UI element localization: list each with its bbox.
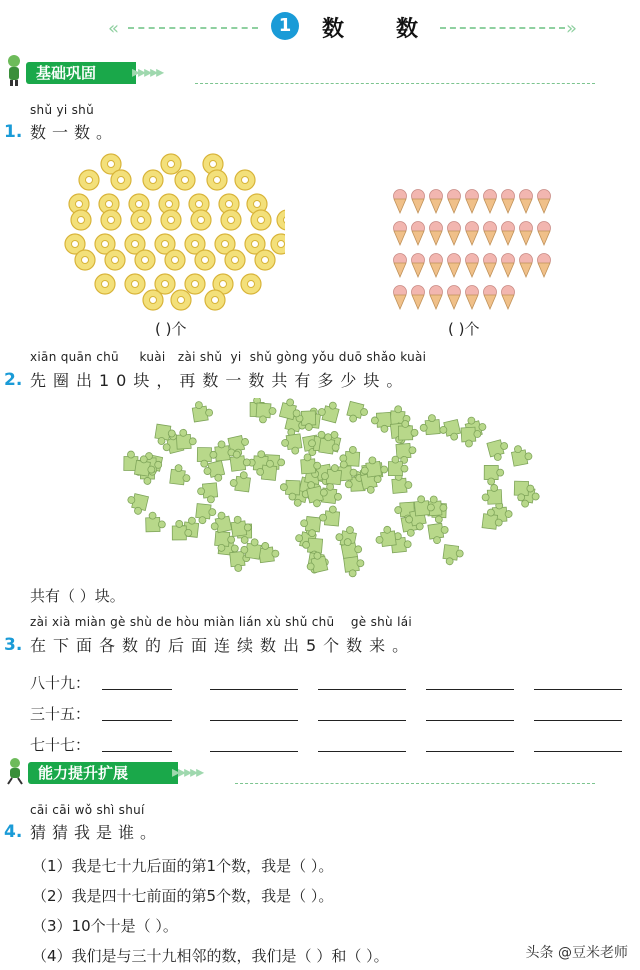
icecream-icon	[448, 190, 461, 214]
q3-answer-line[interactable]	[426, 720, 514, 721]
q2-answer[interactable]: 共有（ ）块。	[30, 587, 125, 605]
icecream-icon	[394, 286, 407, 310]
donut-icon	[195, 250, 215, 270]
section-rule	[195, 83, 595, 84]
q4-item[interactable]: （2）我是四十七前面的第5个数，我是（ ）。	[32, 887, 334, 905]
puzzle-piece-icon	[345, 401, 369, 425]
puzzle-piece-icon	[374, 525, 396, 547]
page-title: 数数	[322, 17, 471, 42]
donut-icon	[241, 274, 261, 294]
icecream-icon	[520, 254, 533, 278]
icecream-icon	[448, 254, 461, 278]
puzzle-piece-icon	[125, 492, 148, 515]
donut-icon	[207, 170, 227, 190]
q2-number: 2.	[4, 370, 23, 390]
icecream-icon	[466, 286, 479, 310]
donut-icon	[111, 170, 131, 190]
icecream-icon	[484, 190, 497, 214]
q1-number: 1.	[4, 122, 23, 142]
donut-icon	[277, 210, 285, 230]
q3-answer-line[interactable]	[210, 720, 298, 721]
donut-icon	[175, 170, 195, 190]
icecream-icon	[502, 190, 515, 214]
q4-pinyin: cāi cāi wǒ shì shuí	[30, 803, 145, 817]
icecream-icon	[394, 222, 407, 246]
q3-answer-line[interactable]	[318, 689, 406, 690]
q1-text: 数一数。	[30, 123, 119, 142]
icecream-icon	[430, 286, 443, 310]
donut-icon	[125, 274, 145, 294]
section-advanced-label: 能力提升扩展	[28, 762, 178, 784]
icecream-icon	[466, 190, 479, 214]
icecream-icon	[394, 190, 407, 214]
q3-answer-line[interactable]	[534, 720, 622, 721]
q3-answer-line[interactable]	[534, 689, 622, 690]
q3-answer-line[interactable]	[426, 751, 514, 752]
puzzle-piece-icon	[419, 414, 440, 435]
header-left-rule	[128, 27, 258, 29]
q3-number: 3.	[4, 635, 23, 655]
q3-answer-line[interactable]	[426, 689, 514, 690]
puzzle-pieces	[118, 398, 548, 578]
puzzle-piece-icon	[197, 483, 218, 504]
donut-icon	[71, 210, 91, 230]
icecream-icon	[538, 254, 551, 278]
puzzle-piece-icon	[191, 400, 213, 422]
q3-row-label: 七十七：	[30, 736, 91, 754]
q3-answer-line[interactable]	[534, 751, 622, 752]
puzzle-piece-icon	[195, 504, 216, 525]
icecream-icon	[502, 222, 515, 246]
q2-text: 先圈出10块，再数一数共有多少块。	[30, 371, 410, 390]
donut-icon	[143, 290, 163, 310]
puzzle-piece-icon	[145, 512, 165, 532]
puzzle-piece-icon	[442, 545, 464, 567]
icecream-icon	[502, 286, 515, 310]
donut-cluster	[55, 148, 285, 318]
lesson-number: 1	[271, 12, 299, 40]
icecream-icon	[448, 286, 461, 310]
icecream-icon	[538, 222, 551, 246]
donut-icon	[205, 290, 225, 310]
icecream-icon	[448, 222, 461, 246]
donut-icon	[191, 210, 211, 230]
donut-icon	[79, 170, 99, 190]
icecream-icon	[412, 190, 425, 214]
icecream-icon	[466, 254, 479, 278]
puzzle-piece-icon	[304, 551, 327, 574]
icecream-icon	[538, 190, 551, 214]
puzzle-piece-icon	[484, 465, 504, 485]
donut-icon	[135, 250, 155, 270]
puzzle-piece-icon	[482, 484, 502, 504]
watermark: 头条 @豆米老师	[526, 942, 628, 962]
q4-item[interactable]: （3）10个十是（ ）。	[32, 917, 178, 935]
header-right-chevrons: »	[566, 18, 578, 39]
icecream-grid	[386, 185, 556, 310]
q3-answer-line[interactable]	[102, 689, 172, 690]
donut-icon	[171, 290, 191, 310]
icecream-icon	[484, 222, 497, 246]
q2-pinyin: xiān quān chū kuài zài shǔ yi shǔ gòng yǒu duō shǎo kuài	[30, 350, 427, 364]
q3-text: 在下面各数的后面连续数出5个数来。	[30, 636, 416, 655]
puzzle-piece-icon	[371, 412, 392, 433]
section-basic-label: 基础巩固	[26, 62, 136, 84]
puzzle-piece-icon	[281, 434, 303, 456]
donut-icon	[161, 154, 181, 174]
icecream-icon	[430, 190, 443, 214]
mascot-icon	[4, 54, 24, 86]
q4-number: 4.	[4, 822, 23, 842]
puzzle-piece-icon	[176, 429, 197, 450]
icecream-icon	[430, 222, 443, 246]
icecream-icon	[466, 222, 479, 246]
icecream-icon	[394, 254, 407, 278]
icecream-icon	[412, 254, 425, 278]
q3-answer-line[interactable]	[102, 751, 172, 752]
q1-pinyin: shǔ yi shǔ	[30, 103, 94, 117]
donut-icon	[161, 210, 181, 230]
icecream-icon	[502, 254, 515, 278]
puzzle-piece-icon	[256, 403, 277, 424]
icecream-icon	[520, 190, 533, 214]
donut-icon	[271, 234, 285, 254]
icecream-icon	[520, 222, 533, 246]
q3-answer-line[interactable]	[102, 720, 172, 721]
puzzle-piece-icon	[428, 522, 450, 544]
donut-icon	[143, 170, 163, 190]
icecream-icon	[484, 286, 497, 310]
puzzle-piece-icon	[487, 438, 511, 462]
q3-pinyin: zài xià miàn gè shù de hòu miàn lián xù shǔ chū gè shù lái	[30, 615, 412, 629]
q4-text: 猜猜我是谁。	[30, 823, 163, 842]
q4-item[interactable]: （4）我们是与三十九相邻的数，我们是（ ）和（ ）。	[32, 947, 389, 965]
puzzle-piece-icon	[170, 464, 192, 486]
q3-answer-line[interactable]	[318, 720, 406, 721]
icecream-icon	[484, 254, 497, 278]
section-arrows-icon: ▸▸▸▸▸	[132, 62, 163, 81]
q3-row-label: 八十九：	[30, 674, 91, 692]
donut-icon	[235, 170, 255, 190]
donut-icon	[225, 250, 245, 270]
header-right-rule	[440, 27, 565, 29]
puzzle-piece-icon	[229, 470, 251, 492]
q3-answer-line[interactable]	[210, 689, 298, 690]
donut-icon	[75, 250, 95, 270]
icecream-icon	[412, 286, 425, 310]
q3-answer-line[interactable]	[318, 751, 406, 752]
icecream-icon	[412, 222, 425, 246]
puzzle-piece-icon	[258, 541, 280, 563]
donut-icon	[255, 250, 275, 270]
header-left-chevrons: «	[108, 18, 116, 39]
q1-blank-a[interactable]: ( )个	[155, 320, 187, 338]
q3-row-label: 三十五：	[30, 705, 91, 723]
section-advanced-arrows-icon: ▸▸▸▸▸	[172, 762, 203, 781]
mascot-running-icon	[4, 757, 26, 785]
icecream-icon	[430, 254, 443, 278]
q1-blank-b[interactable]: ( )个	[448, 320, 480, 338]
q3-answer-line[interactable]	[210, 751, 298, 752]
puzzle-piece-icon	[438, 419, 461, 442]
donut-icon	[105, 250, 125, 270]
q4-item[interactable]: （1）我是七十九后面的第1个数，我是（ ）。	[32, 857, 334, 875]
puzzle-piece-icon	[510, 443, 533, 466]
donut-icon	[251, 210, 271, 230]
donut-icon	[185, 274, 205, 294]
section-advanced-rule	[235, 783, 595, 784]
donut-icon	[101, 210, 121, 230]
donut-icon	[131, 210, 151, 230]
puzzle-piece-icon	[319, 505, 340, 526]
donut-icon	[221, 210, 241, 230]
donut-icon	[165, 250, 185, 270]
puzzle-piece-icon	[344, 556, 366, 578]
donut-icon	[95, 274, 115, 294]
